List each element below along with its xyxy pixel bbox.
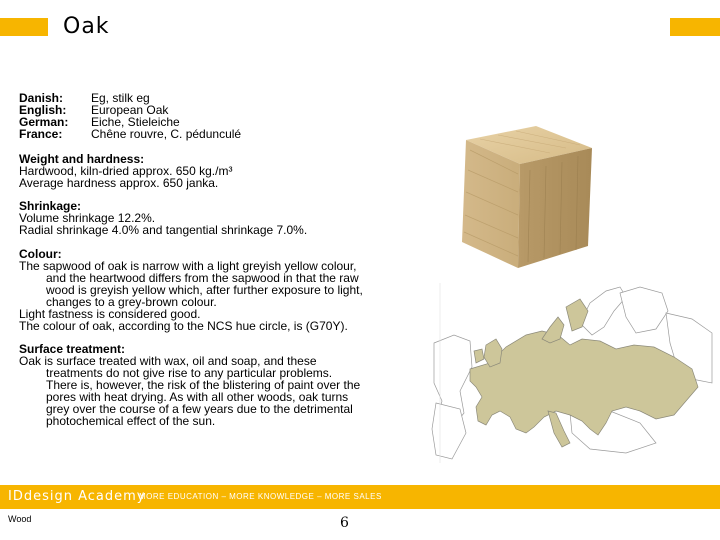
names-value: Chêne rouvre, C. pédunculé	[91, 127, 242, 141]
surface-line: Oak is surface treated with wax, oil and soap, and these	[19, 354, 317, 368]
surface-line: photochemical effect of the sun.	[46, 414, 216, 428]
surface-heading: Surface treatment:	[19, 342, 126, 356]
names-label: Danish:	[19, 91, 64, 105]
colour-line: changes to a grey-brown colour.	[46, 295, 217, 309]
names-label: English:	[19, 103, 67, 117]
shrinkage-heading: Shrinkage:	[19, 199, 82, 213]
names-row-france	[19, 128, 241, 140]
oak-cube-image	[458, 120, 596, 270]
shrinkage-line: Volume shrinkage 12.2%.	[19, 211, 156, 225]
page-title: Oak	[63, 14, 110, 39]
names-value: Eiche, Stieleiche	[91, 115, 180, 129]
footer-bar	[0, 485, 720, 509]
surface-line: pores with heat drying. As with all other woods, oak turns	[46, 390, 349, 404]
surface-line: treatments do not give rise to any particular problems.	[46, 366, 333, 380]
weight-line: Average hardness approx. 650 janka.	[19, 176, 219, 190]
surface-section	[19, 343, 364, 427]
colour-line: wood is greyish yellow which, after further exposure to light,	[46, 283, 363, 297]
header-accent-right	[670, 18, 720, 36]
names-value: Eg, stilk eg	[91, 91, 150, 105]
colour-line: Light fastness is considered good.	[19, 307, 201, 321]
names-label: France:	[19, 127, 63, 141]
colour-section	[19, 248, 364, 332]
shrinkage-section	[19, 200, 364, 236]
surface-line: There is, however, the risk of the blistering of paint over the	[46, 378, 361, 392]
weight-line: Hardwood, kiln-dried approx. 650 kg./m³	[19, 164, 233, 178]
colour-line: The sapwood of oak is narrow with a light greyish yellow colour,	[19, 259, 357, 273]
colour-heading: Colour:	[19, 247, 62, 261]
surface-line: grey over the course of a few years due to the detrimental	[46, 402, 353, 416]
distribution-map	[430, 283, 715, 463]
weight-section	[19, 153, 364, 189]
colour-line: The colour of oak, according to the NCS hue circle, is (G70Y).	[19, 319, 348, 333]
page-number: 6	[340, 515, 349, 531]
weight-heading: Weight and hardness:	[19, 152, 145, 166]
names-value: European Oak	[91, 103, 169, 117]
brand-tagline: MORE EDUCATION – MORE KNOWLEDGE – MORE SALES	[139, 492, 382, 501]
colour-line: and the heartwood differs from the sapwood in that the raw	[46, 271, 359, 285]
names-label: German:	[19, 115, 69, 129]
names-table	[19, 92, 241, 140]
brand-name: IDdesign Academy	[8, 489, 146, 504]
footer-category: Wood	[8, 514, 32, 524]
header-accent-left	[0, 18, 48, 36]
shrinkage-line: Radial shrinkage 4.0% and tangential shrinkage 7.0%.	[19, 223, 308, 237]
